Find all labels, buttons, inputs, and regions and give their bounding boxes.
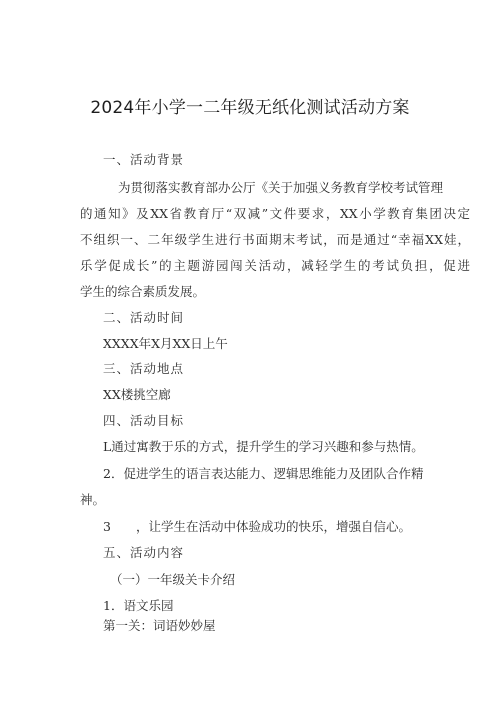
content-level: 第一关：词语妙妙屋 [103,618,216,633]
content-item-title: 1．语文乐园 [103,598,174,613]
paragraph-line: 不组织一、二年级学生进行书面期末考试，而是通过“幸福XX娃， [80,232,470,247]
section-heading-time: 二、活动时间 [103,310,185,325]
section-heading-background: 一、活动背景 [103,152,185,167]
goal-item: 神。 [80,492,106,507]
content-subheading: （一）一年级关卡介绍 [110,572,236,587]
goal-item: L通过寓教于乐的方式，提升学生的学习兴趣和参与热情。 [103,439,424,454]
page-title: 2024年小学一二年级无纸化测试活动方案 [90,98,410,118]
paragraph-line: 为贯彻落实教育部办公厅《关于加强义务教育学校考试管理 [118,180,444,195]
goal-item: 2．促进学生的语言表达能力、逻辑思维能力及团队合作精 [103,466,424,481]
section-heading-goals: 四、活动目标 [103,413,185,428]
paragraph-line: 的通知》及XX省教育厅“双减”文件要求，XX小学教育集团决定 [80,206,470,221]
section-heading-location: 三、活动地点 [103,361,185,376]
location-value: XX楼挑空廊 [103,387,171,402]
paragraph-line: 学生的综合素质发展。 [80,284,206,299]
paragraph-line: 乐学促成长”的主题游园闯关活动，减轻学生的考试负担，促进 [80,258,470,273]
time-value: XXXX年X月XX日上午 [103,336,228,351]
section-heading-content: 五、活动内容 [103,545,185,560]
goal-item: 3 ，让学生在活动中体验成功的快乐，增强自信心。 [103,519,411,534]
